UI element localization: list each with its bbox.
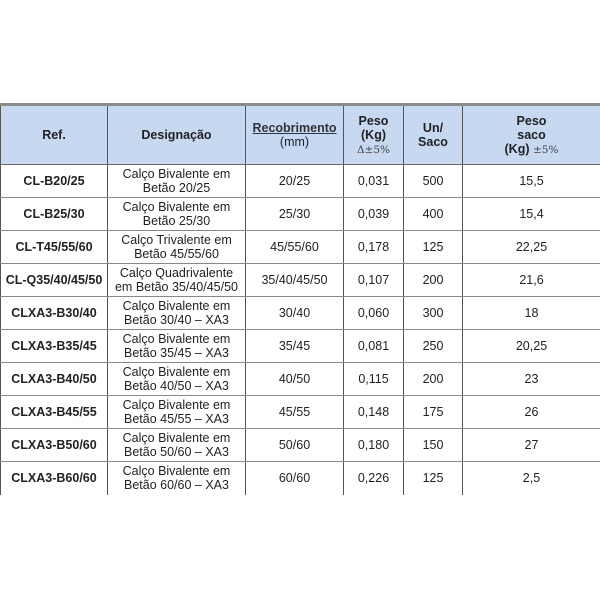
cell-designacao-text: em Betão 35/40/45/50 [114, 280, 238, 294]
cell-designacao [108, 396, 246, 429]
cell-un-saco [404, 165, 463, 198]
cell-ref [1, 198, 108, 231]
cell-ref-text: CLXA3-B60/60 [11, 471, 97, 486]
cell-recobrimento [246, 297, 344, 330]
cell-designacao-text: Calço Quadrivalente [119, 266, 234, 280]
header-designacao [108, 105, 246, 165]
cell-peso-saco-text: 21,6 [519, 273, 544, 287]
cell-ref-text: CLXA3-B40/50 [11, 372, 97, 386]
cell-ref-text: CL-B25/30 [23, 207, 85, 221]
cell-designacao-text: Calço Trivalente em [121, 233, 232, 247]
cell-peso-saco-text: 23 [524, 372, 539, 386]
cell-designacao-text: Betão 50/60 – XA3 [124, 445, 229, 459]
cell-recobrimento [246, 429, 344, 462]
cell-un-saco [404, 429, 463, 462]
header-un-saco [404, 105, 463, 165]
header-peso-saco [463, 105, 600, 165]
table-row [1, 231, 600, 264]
product-table [0, 103, 600, 495]
header-peso-tolerance: Δ±5% [356, 143, 391, 156]
cell-recobrimento [246, 264, 344, 297]
cell-un-saco-text: 175 [422, 405, 444, 419]
cell-peso [344, 396, 404, 429]
cell-ref [1, 429, 108, 462]
cell-recobrimento [246, 363, 344, 396]
cell-recobrimento-text: 45/55/60 [270, 240, 319, 254]
cell-peso-text: 0,178 [357, 240, 390, 254]
cell-designacao-text: Calço Bivalente em [122, 431, 231, 445]
cell-peso-saco-text: 22,25 [515, 240, 548, 254]
cell-recobrimento [246, 330, 344, 363]
cell-designacao [108, 363, 246, 396]
cell-designacao [108, 264, 246, 297]
cell-peso-saco [463, 297, 600, 330]
cell-un-saco-text: 125 [422, 471, 444, 486]
cell-designacao [108, 462, 246, 495]
cell-peso-saco [463, 231, 600, 264]
cell-peso [344, 297, 404, 330]
table-header-row [1, 105, 600, 165]
header-peso-label: Peso [358, 113, 389, 128]
cell-peso-saco [463, 462, 600, 495]
cell-peso-text: 0,060 [357, 306, 390, 320]
cell-peso-saco [463, 198, 600, 231]
cell-designacao-text: Betão 60/60 – XA3 [124, 478, 229, 493]
cell-ref [1, 462, 108, 495]
cell-peso [344, 330, 404, 363]
cell-ref-text: CLXA3-B50/60 [11, 438, 97, 452]
header-recobrimento-unit: (mm) [279, 135, 310, 149]
cell-recobrimento [246, 198, 344, 231]
cell-recobrimento-text: 60/60 [278, 471, 311, 486]
cell-recobrimento-text: 40/50 [278, 372, 311, 386]
table-row [1, 363, 600, 396]
table-row [1, 429, 600, 462]
cell-designacao-text: Betão 45/55 – XA3 [124, 412, 229, 426]
header-ref-label: Ref. [42, 128, 66, 142]
cell-un-saco [404, 462, 463, 495]
cell-peso-text: 0,081 [357, 339, 390, 353]
cell-un-saco [404, 330, 463, 363]
cell-un-saco-text: 150 [422, 438, 444, 452]
cell-un-saco-text: 400 [422, 207, 444, 221]
cell-un-saco-text: 250 [422, 339, 444, 353]
cell-designacao-text: Betão 35/45 – XA3 [124, 346, 229, 360]
cell-designacao-text: Calço Bivalente em [122, 332, 231, 346]
table-row [1, 330, 600, 363]
table-row [1, 264, 600, 297]
header-ref [1, 105, 108, 165]
cell-peso-saco-text: 20,25 [515, 339, 548, 353]
cell-designacao-text: Betão 30/40 – XA3 [124, 313, 229, 327]
cell-ref-text: CL-Q35/40/45/50 [5, 273, 103, 287]
header-saco-label: Saco [418, 135, 448, 149]
cell-peso-text: 0,031 [357, 174, 390, 188]
cell-peso-text: 0,039 [357, 207, 390, 221]
table-row [1, 396, 600, 429]
cell-peso-saco-text: 26 [524, 405, 539, 419]
cell-designacao-text: Calço Bivalente em [122, 167, 231, 181]
cell-designacao [108, 429, 246, 462]
cell-designacao [108, 330, 246, 363]
cell-designacao [108, 198, 246, 231]
cell-peso-text: 0,107 [357, 273, 390, 287]
cell-un-saco-text: 300 [422, 306, 444, 320]
cell-designacao-text: Betão 25/30 [142, 214, 211, 228]
cell-peso [344, 231, 404, 264]
cell-peso [344, 198, 404, 231]
cell-peso-text: 0,148 [357, 405, 390, 419]
cell-designacao-text: Calço Bivalente em [122, 365, 231, 379]
header-peso-saco-unit: (Kg) [504, 141, 530, 156]
header-peso-saco-tolerance: ±5% [533, 143, 559, 156]
header-peso [344, 105, 404, 165]
cell-peso [344, 165, 404, 198]
cell-ref-text: CL-B20/25 [23, 174, 85, 188]
cell-un-saco [404, 363, 463, 396]
header-un-label: Un/ [422, 121, 444, 135]
cell-peso-saco [463, 429, 600, 462]
cell-peso-saco [463, 396, 600, 429]
cell-recobrimento-text: 45/55 [278, 405, 311, 419]
cell-peso-saco [463, 363, 600, 396]
cell-ref-text: CL-T45/55/60 [15, 240, 93, 254]
table-row [1, 297, 600, 330]
cell-recobrimento [246, 165, 344, 198]
cell-peso-saco-text: 2,5 [522, 471, 541, 486]
cell-recobrimento-text: 50/60 [278, 438, 311, 452]
table-row [1, 462, 600, 495]
cell-ref [1, 396, 108, 429]
cell-peso-text: 0,115 [358, 372, 389, 386]
header-peso-saco-label: Peso [516, 113, 547, 128]
cell-recobrimento-text: 30/40 [278, 306, 311, 320]
header-recobrimento-label: Recobrimento [252, 121, 337, 135]
cell-designacao-text: Calço Bivalente em [122, 200, 231, 214]
cell-designacao [108, 231, 246, 264]
cell-designacao-text: Betão 45/55/60 [134, 247, 219, 261]
cell-ref [1, 264, 108, 297]
cell-ref [1, 231, 108, 264]
cell-designacao-text: Calço Bivalente em [122, 464, 231, 479]
cell-peso-saco-text: 15,4 [519, 207, 544, 221]
cell-recobrimento-text: 35/45 [278, 339, 311, 353]
cell-recobrimento-text: 25/30 [278, 207, 311, 221]
cell-designacao [108, 297, 246, 330]
cell-recobrimento-text: 35/40/45/50 [261, 273, 328, 287]
cell-peso [344, 264, 404, 297]
cell-designacao-text: Betão 40/50 – XA3 [124, 379, 229, 393]
header-designacao-label: Designação [141, 128, 212, 142]
cell-ref [1, 165, 108, 198]
table-row [1, 198, 600, 231]
cell-un-saco [404, 231, 463, 264]
cell-ref [1, 297, 108, 330]
header-peso-saco-label-2: saco [517, 127, 546, 142]
cell-designacao-text: Calço Bivalente em [122, 398, 231, 412]
cell-peso-saco [463, 165, 600, 198]
cell-un-saco [404, 198, 463, 231]
header-recobrimento [246, 105, 344, 165]
cell-ref-text: CLXA3-B30/40 [11, 306, 97, 320]
cell-un-saco-text: 125 [422, 240, 444, 254]
cell-un-saco-text: 200 [422, 273, 444, 287]
cell-ref-text: CLXA3-B45/55 [11, 405, 97, 419]
cell-un-saco-text: 500 [422, 174, 444, 188]
cell-peso-saco [463, 330, 600, 363]
cell-peso-saco-text: 18 [524, 306, 539, 320]
cell-peso-saco-text: 15,5 [519, 174, 544, 188]
cell-peso [344, 363, 404, 396]
cell-peso-saco-text: 27 [524, 438, 539, 452]
cell-peso-saco [463, 264, 600, 297]
cell-recobrimento [246, 231, 344, 264]
table-row [1, 165, 600, 198]
cell-designacao-text: Betão 20/25 [142, 181, 211, 195]
cell-peso-text: 0,226 [357, 471, 390, 486]
cell-ref-text: CLXA3-B35/45 [11, 339, 97, 353]
table-body [1, 165, 600, 495]
cell-recobrimento [246, 462, 344, 495]
cell-recobrimento-text: 20/25 [278, 174, 311, 188]
cell-designacao [108, 165, 246, 198]
cell-ref [1, 330, 108, 363]
cell-ref [1, 363, 108, 396]
cell-peso-text: 0,180 [357, 438, 390, 452]
header-peso-unit: (Kg) [361, 127, 386, 142]
cell-peso [344, 462, 404, 495]
cell-un-saco [404, 297, 463, 330]
cell-recobrimento [246, 396, 344, 429]
cell-un-saco [404, 396, 463, 429]
cell-designacao-text: Calço Bivalente em [122, 299, 231, 313]
cell-un-saco [404, 264, 463, 297]
cell-un-saco-text: 200 [422, 372, 444, 386]
cell-peso [344, 429, 404, 462]
